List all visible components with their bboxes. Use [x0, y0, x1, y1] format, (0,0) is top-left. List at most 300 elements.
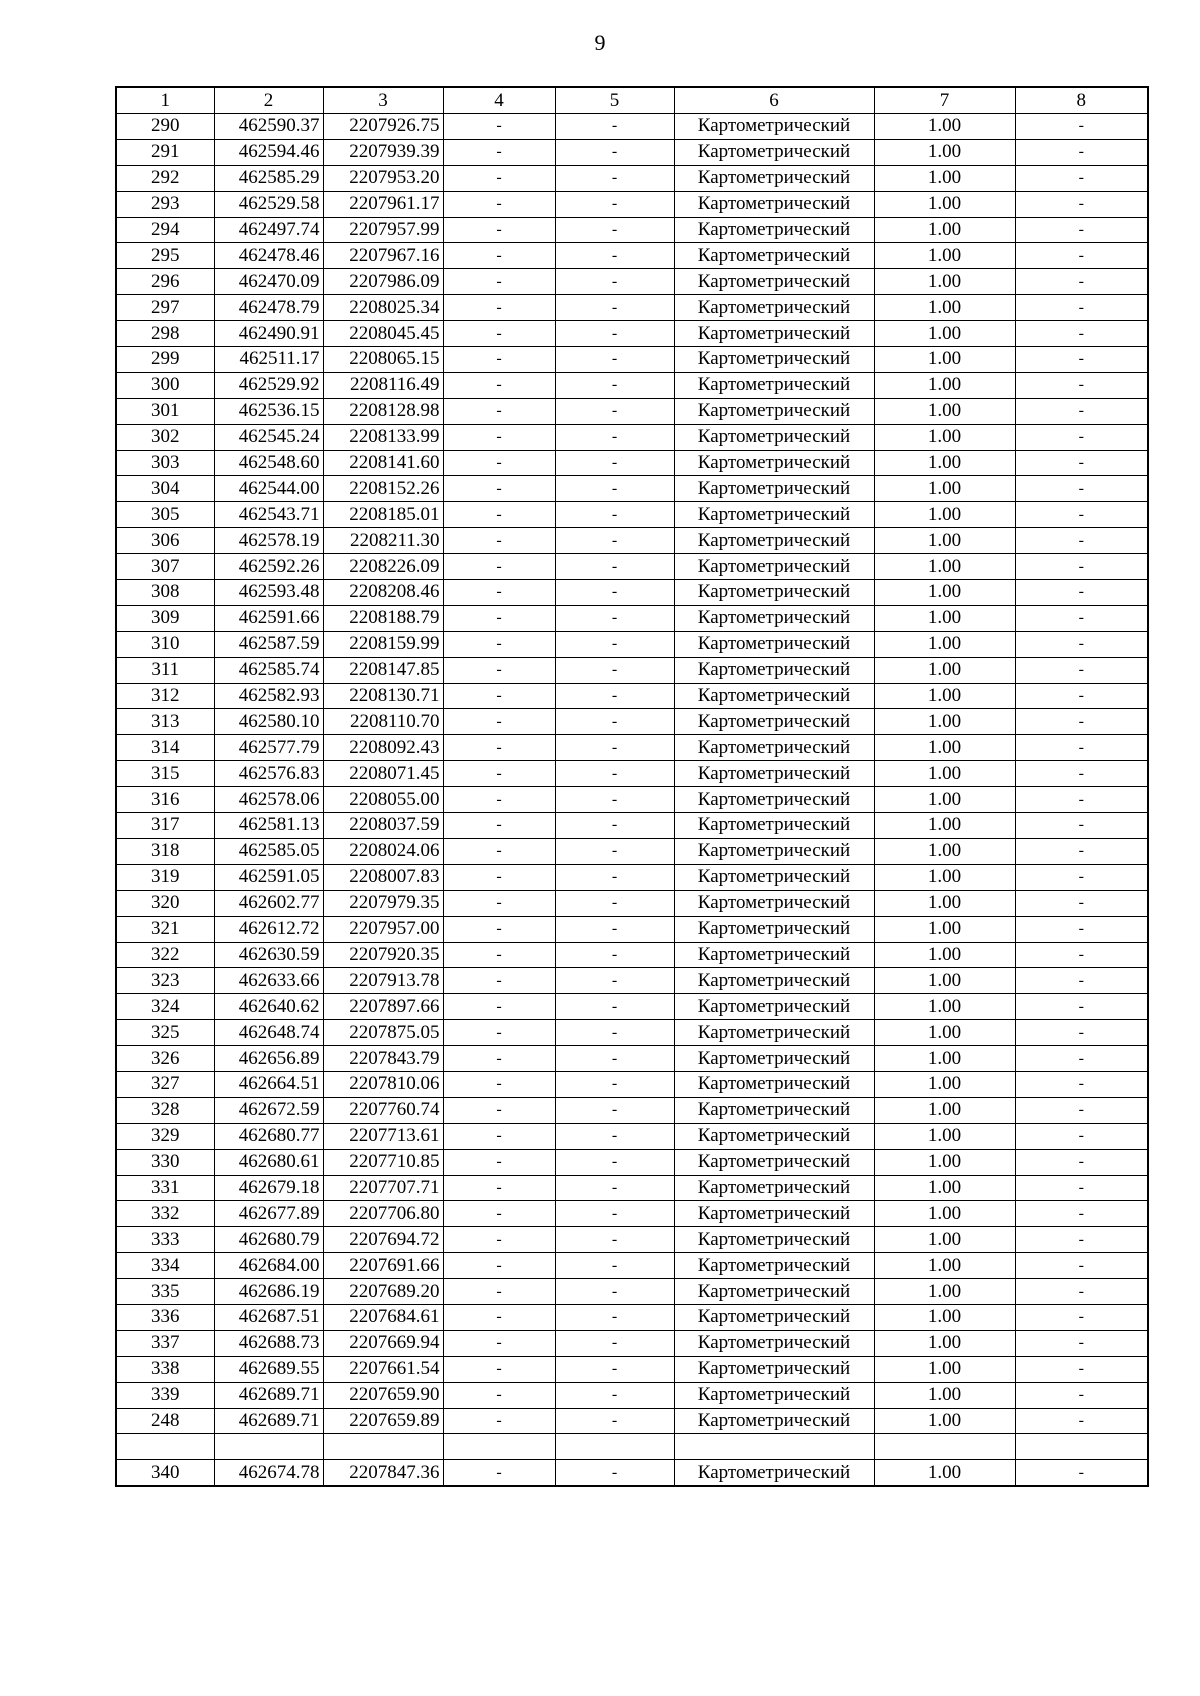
y-coordinate-cell — [323, 1434, 443, 1460]
column-5-cell: - — [555, 657, 674, 683]
accuracy-cell: 1.00 — [874, 398, 1015, 424]
column-8-cell: - — [1015, 1046, 1148, 1072]
method-cell: Картометрический — [674, 580, 874, 606]
method-cell: Картометрический — [674, 243, 874, 269]
column-8-cell: - — [1015, 994, 1148, 1020]
column-8-cell: - — [1015, 191, 1148, 217]
column-4-cell: - — [443, 864, 555, 890]
point-number-cell: 317 — [116, 813, 214, 839]
point-number-cell: 318 — [116, 838, 214, 864]
column-4-cell: - — [443, 942, 555, 968]
point-number-cell: 316 — [116, 787, 214, 813]
column-8-cell — [1015, 1434, 1148, 1460]
column-4-cell — [443, 1434, 555, 1460]
table-row — [116, 1227, 1148, 1253]
y-coordinate-cell: 2208110.70 — [323, 709, 443, 735]
column-4-cell: - — [443, 424, 555, 450]
table-row — [116, 1382, 1148, 1408]
accuracy-cell: 1.00 — [874, 942, 1015, 968]
point-number-cell: 290 — [116, 114, 214, 140]
column-4-cell: - — [443, 1149, 555, 1175]
column-5-cell: - — [555, 1382, 674, 1408]
y-coordinate-cell: 2207706.80 — [323, 1201, 443, 1227]
column-4-cell: - — [443, 295, 555, 321]
column-header: 7 — [874, 87, 1015, 114]
accuracy-cell: 1.00 — [874, 864, 1015, 890]
point-number-cell: 339 — [116, 1382, 214, 1408]
x-coordinate-cell: 462529.58 — [214, 191, 323, 217]
column-5-cell: - — [555, 139, 674, 165]
method-cell: Картометрический — [674, 1046, 874, 1072]
x-coordinate-cell: 462578.19 — [214, 528, 323, 554]
column-4-cell: - — [443, 372, 555, 398]
point-number-cell: 299 — [116, 347, 214, 373]
method-cell: Картометрический — [674, 1460, 874, 1486]
column-8-cell: - — [1015, 1071, 1148, 1097]
column-8-cell: - — [1015, 580, 1148, 606]
column-4-cell: - — [443, 165, 555, 191]
column-8-cell: - — [1015, 1279, 1148, 1305]
table-row — [116, 813, 1148, 839]
method-cell: Картометрический — [674, 1020, 874, 1046]
table-row — [116, 1460, 1148, 1486]
accuracy-cell: 1.00 — [874, 657, 1015, 683]
column-5-cell: - — [555, 269, 674, 295]
accuracy-cell: 1.00 — [874, 372, 1015, 398]
column-4-cell: - — [443, 1020, 555, 1046]
coordinates-table — [115, 86, 1149, 1487]
column-5-cell: - — [555, 890, 674, 916]
column-5-cell: - — [555, 1071, 674, 1097]
method-cell: Картометрический — [674, 476, 874, 502]
column-5-cell: - — [555, 450, 674, 476]
method-cell: Картометрический — [674, 1097, 874, 1123]
accuracy-cell: 1.00 — [874, 709, 1015, 735]
x-coordinate-cell: 462478.79 — [214, 295, 323, 321]
column-5-cell: - — [555, 1460, 674, 1486]
column-4-cell: - — [443, 1382, 555, 1408]
table-row — [116, 243, 1148, 269]
table-row — [116, 217, 1148, 243]
y-coordinate-cell: 2208208.46 — [323, 580, 443, 606]
column-4-cell: - — [443, 528, 555, 554]
page-number: 9 — [594, 30, 606, 55]
table-row — [116, 424, 1148, 450]
table-row — [116, 761, 1148, 787]
column-8-cell: - — [1015, 1382, 1148, 1408]
column-5-cell: - — [555, 217, 674, 243]
y-coordinate-cell: 2207810.06 — [323, 1071, 443, 1097]
column-8-cell: - — [1015, 1020, 1148, 1046]
y-coordinate-cell: 2208071.45 — [323, 761, 443, 787]
table-row — [116, 1097, 1148, 1123]
column-8-cell: - — [1015, 838, 1148, 864]
column-5-cell: - — [555, 528, 674, 554]
x-coordinate-cell: 462640.62 — [214, 994, 323, 1020]
column-8-cell: - — [1015, 813, 1148, 839]
table-row — [116, 1123, 1148, 1149]
column-4-cell: - — [443, 243, 555, 269]
method-cell: Картометрический — [674, 450, 874, 476]
column-4-cell: - — [443, 450, 555, 476]
accuracy-cell: 1.00 — [874, 1460, 1015, 1486]
accuracy-cell: 1.00 — [874, 528, 1015, 554]
point-number-cell: 303 — [116, 450, 214, 476]
accuracy-cell: 1.00 — [874, 735, 1015, 761]
column-5-cell: - — [555, 761, 674, 787]
column-4-cell: - — [443, 1201, 555, 1227]
table-row — [116, 916, 1148, 942]
column-8-cell: - — [1015, 761, 1148, 787]
x-coordinate-cell: 462680.77 — [214, 1123, 323, 1149]
x-coordinate-cell: 462529.92 — [214, 372, 323, 398]
column-4-cell: - — [443, 1279, 555, 1305]
point-number-cell: 294 — [116, 217, 214, 243]
point-number-cell: 308 — [116, 580, 214, 606]
x-coordinate-cell: 462612.72 — [214, 916, 323, 942]
accuracy-cell — [874, 1434, 1015, 1460]
point-number-cell: 320 — [116, 890, 214, 916]
y-coordinate-cell: 2208128.98 — [323, 398, 443, 424]
y-coordinate-cell: 2208211.30 — [323, 528, 443, 554]
x-coordinate-cell: 462687.51 — [214, 1304, 323, 1330]
column-5-cell: - — [555, 787, 674, 813]
column-5-cell: - — [555, 114, 674, 140]
column-4-cell: - — [443, 191, 555, 217]
table-row — [116, 709, 1148, 735]
x-coordinate-cell: 462689.55 — [214, 1356, 323, 1382]
column-4-cell: - — [443, 813, 555, 839]
column-4-cell: - — [443, 269, 555, 295]
method-cell: Картометрический — [674, 916, 874, 942]
x-coordinate-cell: 462587.59 — [214, 631, 323, 657]
x-coordinate-cell: 462581.13 — [214, 813, 323, 839]
accuracy-cell: 1.00 — [874, 968, 1015, 994]
accuracy-cell: 1.00 — [874, 1201, 1015, 1227]
accuracy-cell: 1.00 — [874, 1253, 1015, 1279]
x-coordinate-cell: 462543.71 — [214, 502, 323, 528]
table-row — [116, 1304, 1148, 1330]
point-number-cell: 322 — [116, 942, 214, 968]
column-5-cell: - — [555, 683, 674, 709]
column-4-cell: - — [443, 1175, 555, 1201]
y-coordinate-cell: 2207847.36 — [323, 1460, 443, 1486]
column-header: 1 — [116, 87, 214, 114]
accuracy-cell: 1.00 — [874, 1046, 1015, 1072]
method-cell: Картометрический — [674, 1253, 874, 1279]
column-5-cell: - — [555, 1201, 674, 1227]
table-row — [116, 968, 1148, 994]
point-number-cell: 338 — [116, 1356, 214, 1382]
column-8-cell: - — [1015, 864, 1148, 890]
x-coordinate-cell: 462679.18 — [214, 1175, 323, 1201]
x-coordinate-cell: 462591.66 — [214, 605, 323, 631]
column-8-cell: - — [1015, 1330, 1148, 1356]
x-coordinate-cell: 462497.74 — [214, 217, 323, 243]
column-header: 6 — [674, 87, 874, 114]
accuracy-cell: 1.00 — [874, 243, 1015, 269]
method-cell: Картометрический — [674, 761, 874, 787]
column-4-cell: - — [443, 1330, 555, 1356]
x-coordinate-cell: 462576.83 — [214, 761, 323, 787]
x-coordinate-cell — [214, 1434, 323, 1460]
y-coordinate-cell: 2207926.75 — [323, 114, 443, 140]
x-coordinate-cell: 462591.05 — [214, 864, 323, 890]
table-row — [116, 347, 1148, 373]
point-number-cell: 295 — [116, 243, 214, 269]
column-8-cell: - — [1015, 372, 1148, 398]
method-cell: Картометрический — [674, 631, 874, 657]
column-5-cell: - — [555, 631, 674, 657]
method-cell: Картометрический — [674, 347, 874, 373]
method-cell: Картометрический — [674, 1201, 874, 1227]
column-8-cell: - — [1015, 1123, 1148, 1149]
method-cell: Картометрический — [674, 1408, 874, 1434]
point-number-cell: 332 — [116, 1201, 214, 1227]
method-cell: Картометрический — [674, 942, 874, 968]
x-coordinate-cell: 462580.10 — [214, 709, 323, 735]
table-row — [116, 864, 1148, 890]
column-5-cell: - — [555, 994, 674, 1020]
accuracy-cell: 1.00 — [874, 1071, 1015, 1097]
x-coordinate-cell: 462688.73 — [214, 1330, 323, 1356]
method-cell — [674, 1434, 874, 1460]
column-5-cell: - — [555, 1304, 674, 1330]
x-coordinate-cell: 462585.74 — [214, 657, 323, 683]
accuracy-cell: 1.00 — [874, 1304, 1015, 1330]
point-number-cell: 301 — [116, 398, 214, 424]
column-8-cell: - — [1015, 450, 1148, 476]
accuracy-cell: 1.00 — [874, 761, 1015, 787]
table-row — [116, 1149, 1148, 1175]
point-number-cell: 325 — [116, 1020, 214, 1046]
x-coordinate-cell: 462664.51 — [214, 1071, 323, 1097]
x-coordinate-cell: 462545.24 — [214, 424, 323, 450]
table-row — [116, 942, 1148, 968]
y-coordinate-cell: 2208185.01 — [323, 502, 443, 528]
table-row — [116, 528, 1148, 554]
table-row — [116, 1434, 1148, 1460]
accuracy-cell: 1.00 — [874, 347, 1015, 373]
column-5-cell: - — [555, 1279, 674, 1305]
column-4-cell: - — [443, 580, 555, 606]
y-coordinate-cell: 2207979.35 — [323, 890, 443, 916]
point-number-cell: 334 — [116, 1253, 214, 1279]
x-coordinate-cell: 462593.48 — [214, 580, 323, 606]
method-cell: Картометрический — [674, 994, 874, 1020]
point-number-cell: 305 — [116, 502, 214, 528]
column-5-cell: - — [555, 243, 674, 269]
table-row — [116, 580, 1148, 606]
point-number-cell: 323 — [116, 968, 214, 994]
y-coordinate-cell: 2207957.99 — [323, 217, 443, 243]
accuracy-cell: 1.00 — [874, 1123, 1015, 1149]
point-number-cell: 321 — [116, 916, 214, 942]
x-coordinate-cell: 462585.05 — [214, 838, 323, 864]
method-cell: Картометрический — [674, 1149, 874, 1175]
column-5-cell: - — [555, 813, 674, 839]
column-4-cell: - — [443, 838, 555, 864]
table-row — [116, 1071, 1148, 1097]
point-number-cell: 296 — [116, 269, 214, 295]
table-row — [116, 1408, 1148, 1434]
method-cell: Картометрический — [674, 1330, 874, 1356]
accuracy-cell: 1.00 — [874, 916, 1015, 942]
table-row — [116, 450, 1148, 476]
column-5-cell: - — [555, 398, 674, 424]
x-coordinate-cell: 462689.71 — [214, 1408, 323, 1434]
accuracy-cell: 1.00 — [874, 114, 1015, 140]
y-coordinate-cell: 2208141.60 — [323, 450, 443, 476]
table-row — [116, 605, 1148, 631]
method-cell: Картометрический — [674, 1279, 874, 1305]
column-4-cell: - — [443, 1227, 555, 1253]
point-number-cell: 326 — [116, 1046, 214, 1072]
column-4-cell: - — [443, 1356, 555, 1382]
column-5-cell — [555, 1434, 674, 1460]
table-row — [116, 1175, 1148, 1201]
method-cell: Картометрический — [674, 295, 874, 321]
point-number-cell: 291 — [116, 139, 214, 165]
accuracy-cell: 1.00 — [874, 139, 1015, 165]
accuracy-cell: 1.00 — [874, 1227, 1015, 1253]
method-cell: Картометрический — [674, 502, 874, 528]
column-5-cell: - — [555, 424, 674, 450]
column-8-cell: - — [1015, 1201, 1148, 1227]
column-4-cell: - — [443, 657, 555, 683]
y-coordinate-cell: 2207953.20 — [323, 165, 443, 191]
column-8-cell: - — [1015, 916, 1148, 942]
column-4-cell: - — [443, 605, 555, 631]
accuracy-cell: 1.00 — [874, 1279, 1015, 1305]
accuracy-cell: 1.00 — [874, 813, 1015, 839]
column-header: 2 — [214, 87, 323, 114]
x-coordinate-cell: 462633.66 — [214, 968, 323, 994]
y-coordinate-cell: 2208025.34 — [323, 295, 443, 321]
column-4-cell: - — [443, 709, 555, 735]
x-coordinate-cell: 462577.79 — [214, 735, 323, 761]
column-8-cell: - — [1015, 321, 1148, 347]
point-number-cell: 302 — [116, 424, 214, 450]
column-4-cell: - — [443, 1253, 555, 1279]
table-row — [116, 321, 1148, 347]
column-5-cell: - — [555, 1330, 674, 1356]
x-coordinate-cell: 462630.59 — [214, 942, 323, 968]
y-coordinate-cell: 2207689.20 — [323, 1279, 443, 1305]
column-4-cell: - — [443, 1071, 555, 1097]
y-coordinate-cell: 2207897.66 — [323, 994, 443, 1020]
method-cell: Картометрический — [674, 1071, 874, 1097]
accuracy-cell: 1.00 — [874, 605, 1015, 631]
column-4-cell: - — [443, 476, 555, 502]
point-number-cell: 292 — [116, 165, 214, 191]
method-cell: Картометрический — [674, 321, 874, 347]
point-number-cell: 333 — [116, 1227, 214, 1253]
y-coordinate-cell: 2208037.59 — [323, 813, 443, 839]
method-cell: Картометрический — [674, 1382, 874, 1408]
x-coordinate-cell: 462602.77 — [214, 890, 323, 916]
x-coordinate-cell: 462594.46 — [214, 139, 323, 165]
column-8-cell: - — [1015, 269, 1148, 295]
y-coordinate-cell: 2208092.43 — [323, 735, 443, 761]
column-5-cell: - — [555, 191, 674, 217]
table-row — [116, 502, 1148, 528]
x-coordinate-cell: 462490.91 — [214, 321, 323, 347]
accuracy-cell: 1.00 — [874, 631, 1015, 657]
accuracy-cell: 1.00 — [874, 787, 1015, 813]
column-4-cell: - — [443, 1408, 555, 1434]
column-4-cell: - — [443, 139, 555, 165]
column-4-cell: - — [443, 1304, 555, 1330]
method-cell: Картометрический — [674, 605, 874, 631]
accuracy-cell: 1.00 — [874, 580, 1015, 606]
column-4-cell: - — [443, 321, 555, 347]
column-8-cell: - — [1015, 1227, 1148, 1253]
accuracy-cell: 1.00 — [874, 450, 1015, 476]
method-cell: Картометрический — [674, 735, 874, 761]
y-coordinate-cell: 2207710.85 — [323, 1149, 443, 1175]
column-5-cell: - — [555, 605, 674, 631]
method-cell: Картометрический — [674, 968, 874, 994]
point-number-cell: 298 — [116, 321, 214, 347]
method-cell: Картометрический — [674, 1175, 874, 1201]
table-row — [116, 683, 1148, 709]
x-coordinate-cell: 462677.89 — [214, 1201, 323, 1227]
y-coordinate-cell: 2207659.89 — [323, 1408, 443, 1434]
column-5-cell: - — [555, 321, 674, 347]
table-row — [116, 139, 1148, 165]
column-8-cell: - — [1015, 787, 1148, 813]
column-8-cell: - — [1015, 528, 1148, 554]
column-header: 3 — [323, 87, 443, 114]
accuracy-cell: 1.00 — [874, 554, 1015, 580]
point-number-cell: 309 — [116, 605, 214, 631]
table-row — [116, 372, 1148, 398]
x-coordinate-cell: 462656.89 — [214, 1046, 323, 1072]
column-8-cell: - — [1015, 476, 1148, 502]
y-coordinate-cell: 2207843.79 — [323, 1046, 443, 1072]
accuracy-cell: 1.00 — [874, 295, 1015, 321]
x-coordinate-cell: 462478.46 — [214, 243, 323, 269]
x-coordinate-cell: 462536.15 — [214, 398, 323, 424]
table-row — [116, 191, 1148, 217]
column-4-cell: - — [443, 217, 555, 243]
column-5-cell: - — [555, 1253, 674, 1279]
column-8-cell: - — [1015, 398, 1148, 424]
column-8-cell: - — [1015, 1097, 1148, 1123]
method-cell: Картометрический — [674, 1227, 874, 1253]
table-row — [116, 554, 1148, 580]
column-8-cell: - — [1015, 139, 1148, 165]
table-row — [116, 657, 1148, 683]
column-8-cell: - — [1015, 735, 1148, 761]
accuracy-cell: 1.00 — [874, 1330, 1015, 1356]
y-coordinate-cell: 2207669.94 — [323, 1330, 443, 1356]
point-number-cell: 331 — [116, 1175, 214, 1201]
column-5-cell: - — [555, 1227, 674, 1253]
method-cell: Картометрический — [674, 709, 874, 735]
point-number-cell: 319 — [116, 864, 214, 890]
table-row — [116, 165, 1148, 191]
accuracy-cell: 1.00 — [874, 683, 1015, 709]
column-5-cell: - — [555, 1356, 674, 1382]
point-number-cell: 248 — [116, 1408, 214, 1434]
y-coordinate-cell: 2207967.16 — [323, 243, 443, 269]
column-5-cell: - — [555, 735, 674, 761]
column-5-cell: - — [555, 942, 674, 968]
y-coordinate-cell: 2207913.78 — [323, 968, 443, 994]
column-5-cell: - — [555, 709, 674, 735]
